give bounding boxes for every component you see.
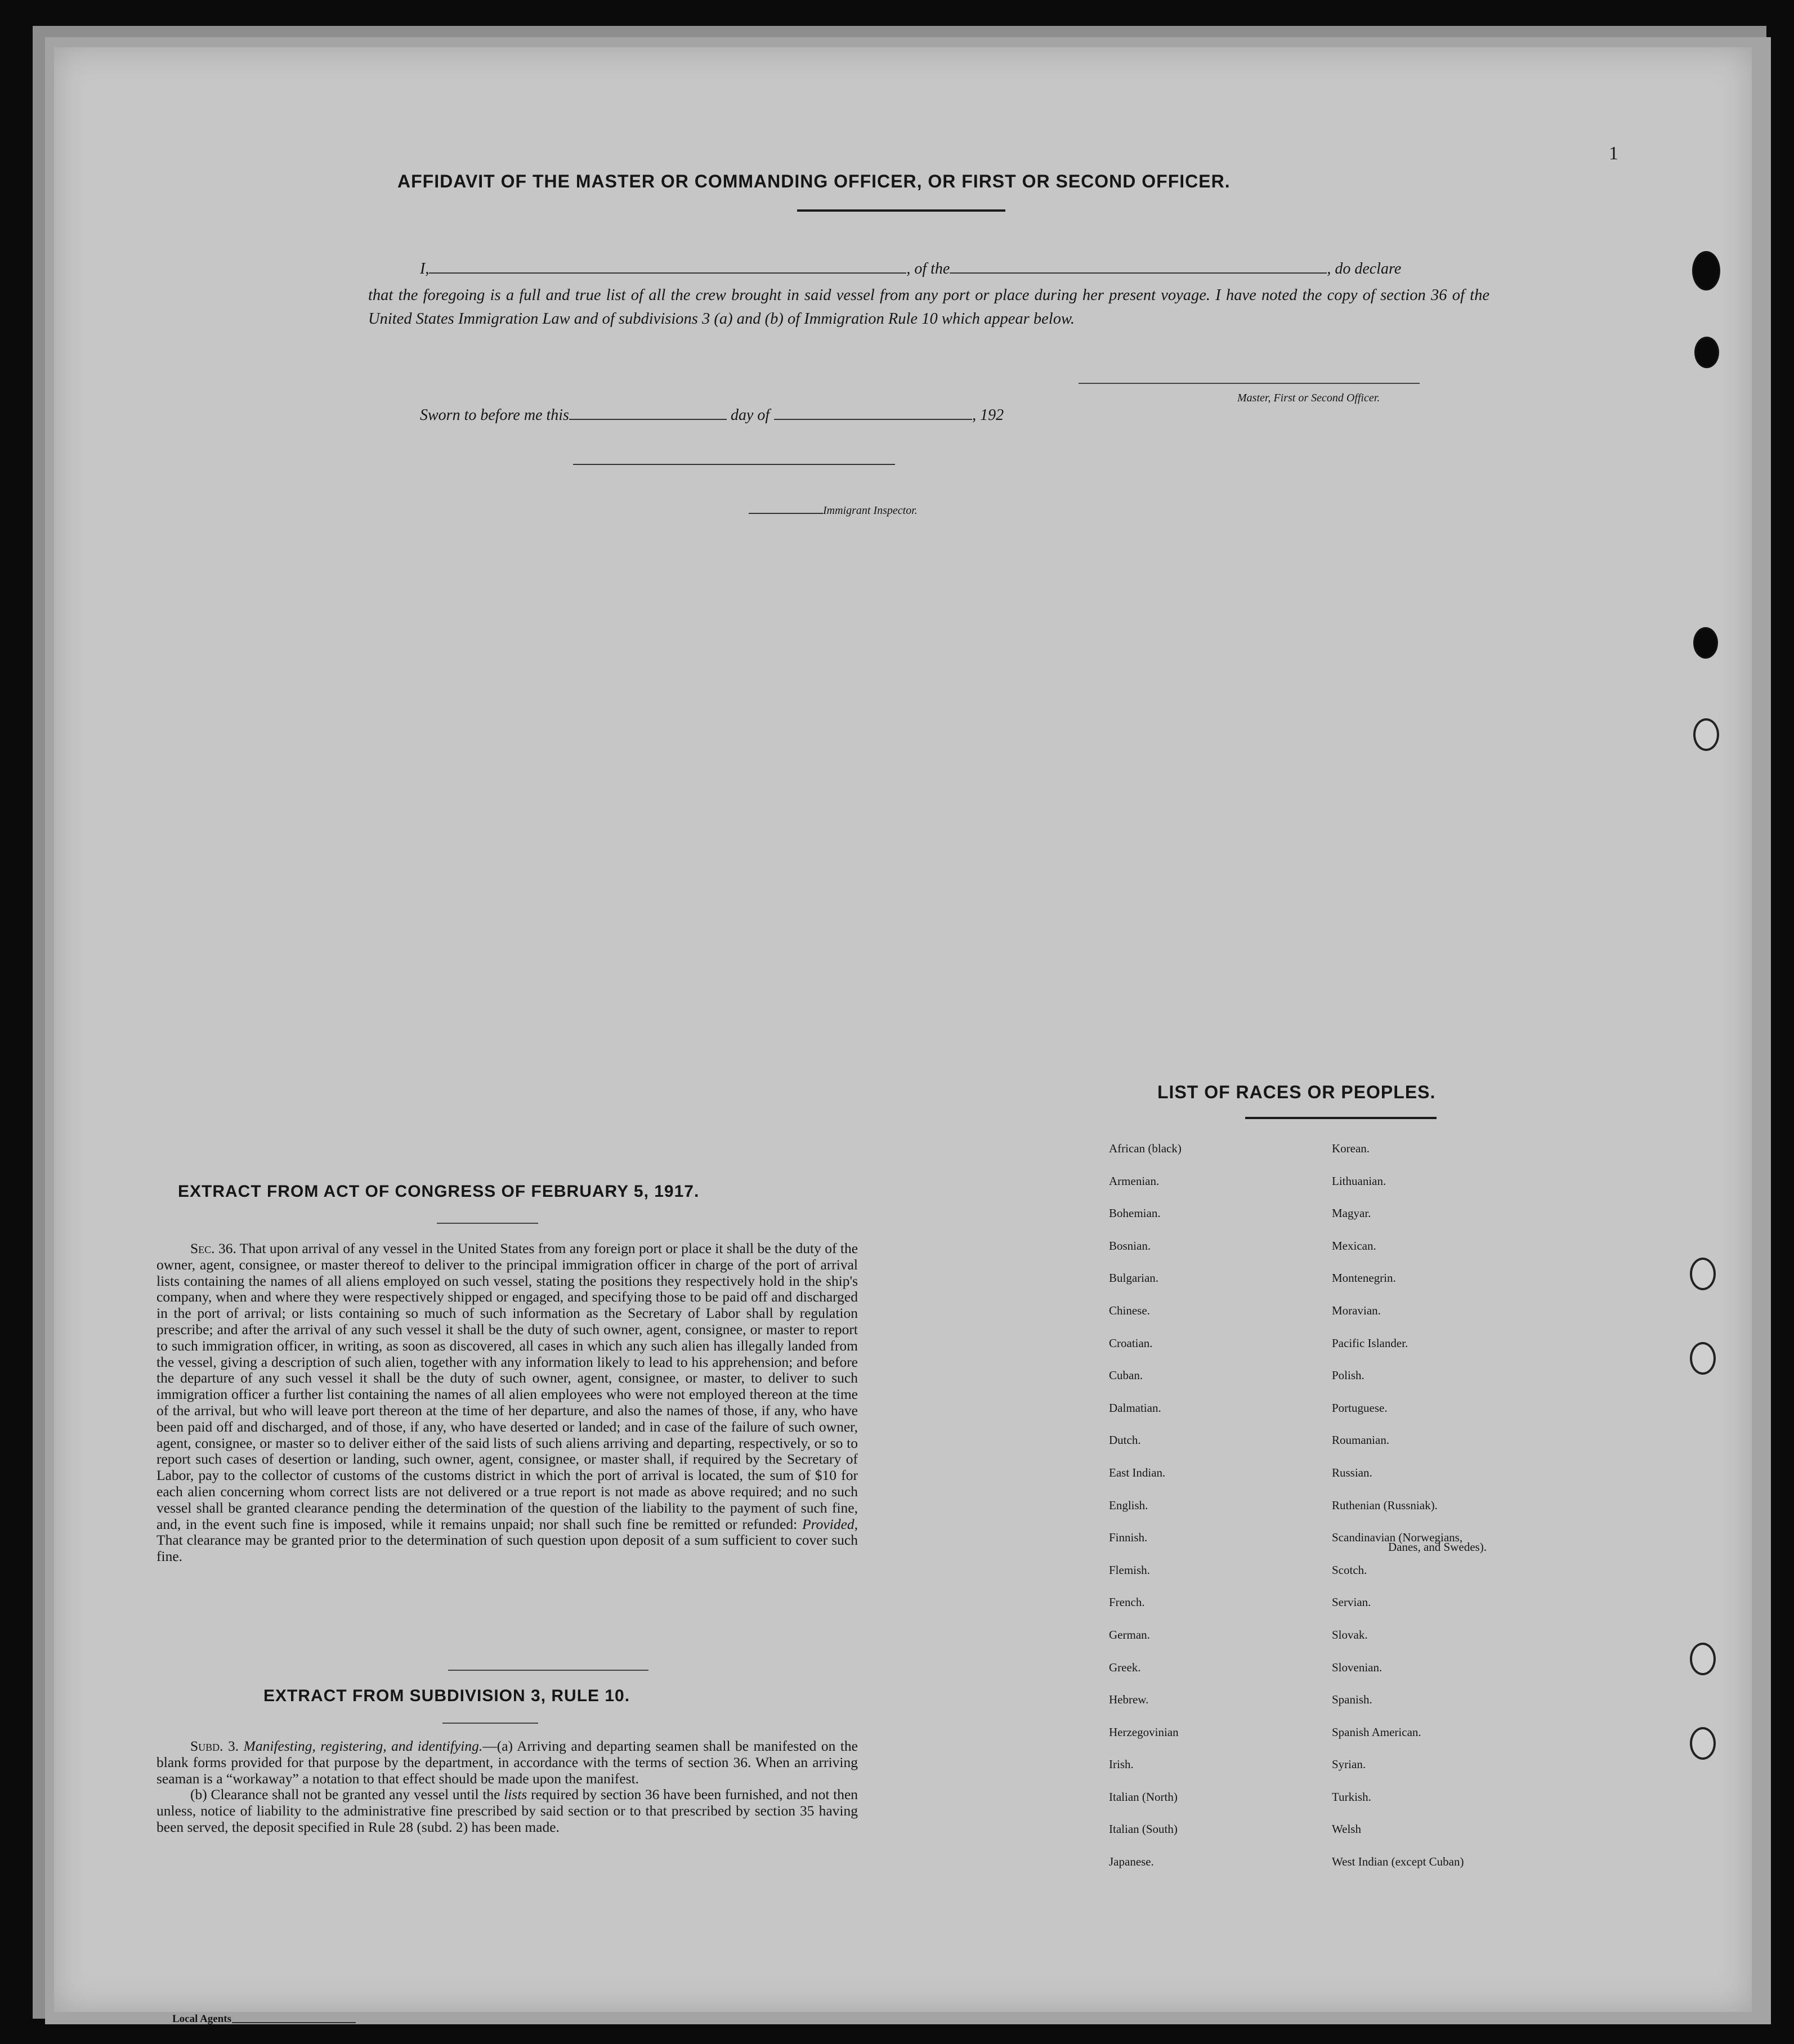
para-b-text bbox=[156, 1787, 858, 1835]
race-item: Montenegrin. bbox=[1332, 1271, 1396, 1285]
inspector-signature-line bbox=[573, 464, 895, 465]
title-rule bbox=[797, 209, 1005, 212]
races-scandinavian-cont: Danes, and Swedes). bbox=[1388, 1540, 1487, 1554]
section-label: Sec. 36. bbox=[190, 1240, 236, 1256]
name-blank bbox=[429, 272, 906, 274]
sworn-label: Sworn to before me this bbox=[420, 406, 569, 424]
race-item: Syrian. bbox=[1332, 1757, 1366, 1772]
binder-ring-icon bbox=[1690, 1727, 1716, 1760]
i-label: I, bbox=[420, 260, 430, 278]
race-item: Turkish. bbox=[1332, 1790, 1371, 1804]
inspector-line bbox=[749, 504, 918, 517]
affidavit-title: AFFIDAVIT OF THE MASTER OR COMMANDING OFFICER, OR FIRST OR SECOND OFFICER. bbox=[397, 171, 1231, 191]
race-item: Polish. bbox=[1332, 1368, 1364, 1383]
race-item: Herzegovinian bbox=[1109, 1725, 1179, 1739]
race-item: Chinese. bbox=[1109, 1303, 1150, 1317]
subd-3-text bbox=[156, 1738, 858, 1787]
race-item: Mexican. bbox=[1332, 1238, 1376, 1253]
extract-rule-rule bbox=[442, 1723, 538, 1724]
para-b-lists: lists bbox=[504, 1786, 527, 1803]
page-number: 1 bbox=[1609, 143, 1618, 164]
race-item: Dalmatian. bbox=[1109, 1401, 1161, 1415]
subd-label: Subd. 3. bbox=[190, 1738, 239, 1754]
inspector-label: Immigrant Inspector. bbox=[823, 504, 918, 517]
binder-hole-icon bbox=[1694, 337, 1719, 368]
race-item: East Indian. bbox=[1109, 1465, 1166, 1479]
signature-label: Master, First or Second Officer. bbox=[1237, 392, 1380, 404]
local-agents-label: Local Agents bbox=[172, 2013, 232, 2025]
affidavit-body-block bbox=[368, 284, 1489, 331]
race-item: Servian. bbox=[1332, 1595, 1371, 1609]
race-item: Moravian. bbox=[1332, 1303, 1381, 1317]
race-item: Portuguese. bbox=[1332, 1401, 1388, 1415]
extract-rule-text-block bbox=[156, 1738, 858, 1836]
race-item: Armenian. bbox=[1109, 1174, 1160, 1188]
section-36-text bbox=[156, 1241, 858, 1565]
binder-ring-icon bbox=[1690, 1258, 1716, 1290]
para-b-label: (b) bbox=[190, 1786, 207, 1803]
binder-ring-icon bbox=[1690, 1342, 1716, 1375]
race-item: West Indian (except Cuban) bbox=[1332, 1855, 1464, 1869]
race-item: Finnish. bbox=[1109, 1531, 1148, 1545]
race-item: English. bbox=[1109, 1498, 1148, 1512]
race-item: African (black) bbox=[1109, 1142, 1182, 1155]
do-declare-label: , do declare bbox=[1327, 260, 1402, 278]
race-item: Welsh bbox=[1332, 1822, 1361, 1836]
month-blank bbox=[774, 418, 972, 420]
race-item: Greek. bbox=[1109, 1660, 1141, 1674]
affidavit-body: that the foregoing is a full and true list of all the crew brought in said vessel from any port or place during her present voyage. I have noted the copy of section 36 of the United States Immigration Law and of subdivisions 3 (a) and (b) of Immigration Rule 10 which appear below. bbox=[368, 287, 1489, 328]
para-b-post: required by section 36 have been furnished, and not then unless, notice of liability to the administrative fine prescribed by said section or to that prescribed by section 35 having been served, the deposit specified in Rule 28 (subd. 2) has been made. bbox=[156, 1786, 858, 1835]
race-item: Magyar. bbox=[1332, 1206, 1371, 1220]
para-b-pre: Clearance shall not be granted any vessel until the bbox=[211, 1786, 500, 1803]
race-item: Roumanian. bbox=[1332, 1433, 1390, 1447]
race-item: Korean. bbox=[1332, 1142, 1370, 1155]
races-title: LIST OF RACES OR PEOPLES. bbox=[1157, 1082, 1436, 1102]
race-item: Scandinavian (Norwegians, bbox=[1332, 1531, 1463, 1545]
day-blank bbox=[569, 418, 727, 420]
race-item: Slovenian. bbox=[1332, 1660, 1383, 1674]
binder-ring-icon bbox=[1690, 1643, 1716, 1675]
document-page bbox=[54, 47, 1752, 2025]
affidavit-declaration-line bbox=[420, 260, 1401, 278]
race-item: Italian (South) bbox=[1109, 1822, 1178, 1836]
race-item: German. bbox=[1109, 1627, 1150, 1642]
race-item: Spanish. bbox=[1332, 1693, 1372, 1707]
race-item: Russian. bbox=[1332, 1465, 1372, 1479]
race-item: French. bbox=[1109, 1595, 1145, 1609]
vessel-blank bbox=[950, 272, 1327, 274]
race-item: Slovak. bbox=[1332, 1627, 1368, 1642]
race-item: Bohemian. bbox=[1109, 1206, 1161, 1220]
of-the-label: , of the bbox=[906, 260, 950, 278]
races-right-column bbox=[1332, 1133, 1464, 1878]
para-a: —(a) Arriving and departing seamen shall be manifested on the blank forms provided for that purpose by the department, in accordance with the terms of section 36. When an arriving seaman is a “workaway” a notation to that effect should be made upon the manifest. bbox=[156, 1738, 858, 1787]
race-item: Italian (North) bbox=[1109, 1790, 1178, 1804]
extract-act-text-block bbox=[156, 1241, 858, 1565]
race-item: Irish. bbox=[1109, 1757, 1134, 1772]
extract-act-title: EXTRACT FROM ACT OF CONGRESS OF FEBRUARY 5, 1917. bbox=[178, 1182, 700, 1201]
race-item: Ruthenian (Russniak). bbox=[1332, 1498, 1438, 1512]
subd-heading: Manifesting, registering, and identifying. bbox=[243, 1738, 483, 1754]
races-left-column bbox=[1109, 1133, 1182, 1878]
inspector-blank bbox=[749, 512, 823, 514]
race-item: Cuban. bbox=[1109, 1368, 1143, 1383]
day-of-label: day of bbox=[730, 406, 770, 424]
race-item: Bulgarian. bbox=[1109, 1271, 1159, 1285]
year-label: , 192 bbox=[972, 406, 1004, 424]
race-item: Hebrew. bbox=[1109, 1693, 1149, 1707]
race-item: Bosnian. bbox=[1109, 1238, 1151, 1253]
provided-body: That clearance may be granted prior to the determination of such question upon deposit of a sum sufficient to cover such fine. bbox=[156, 1532, 858, 1565]
extract-divider bbox=[448, 1670, 648, 1671]
binder-hole-icon bbox=[1693, 627, 1718, 659]
races-rule bbox=[1245, 1117, 1437, 1119]
signature-line bbox=[1079, 383, 1420, 384]
sworn-line bbox=[420, 406, 1004, 424]
race-item: Flemish. bbox=[1109, 1563, 1150, 1577]
race-item: Japanese. bbox=[1109, 1855, 1154, 1869]
extract-rule-title: EXTRACT FROM SUBDIVISION 3, RULE 10. bbox=[263, 1687, 630, 1705]
extract-act-rule bbox=[437, 1223, 538, 1224]
race-item: Pacific Islander. bbox=[1332, 1336, 1408, 1350]
race-item: Lithuanian. bbox=[1332, 1174, 1386, 1188]
binder-ring-icon bbox=[1693, 718, 1719, 751]
race-item: Scotch. bbox=[1332, 1563, 1367, 1577]
local-agents-line bbox=[232, 2022, 356, 2023]
race-item: Dutch. bbox=[1109, 1433, 1141, 1447]
race-item: Croatian. bbox=[1109, 1336, 1153, 1350]
binder-hole-icon bbox=[1692, 251, 1720, 290]
race-item: Spanish American. bbox=[1332, 1725, 1421, 1739]
section-36-body: That upon arrival of any vessel in the United States from any foreign port or place it shall be the duty of the owner, agent, consignee, or master thereof to deliver to the principal immigration officer in charge of the port of arrival lists containing the names of all aliens employed on such vessel, stating the positions they respectively hold in the ship's company, when and where they were respectively shipped or engaged, and specifying those to be paid off and discharged in the port of arrival; or lists containing so much of such information as the Secretary of Labor shall by regulation prescribe; and after the arrival of any such vessel it shall be the duty of such owner, agent, consignee, or master to report to such immigration officer, in writing, as soon as discovered, all cases in which any such alien has illegally landed from the vessel, giving a description of such alien, together with any information likely to lead to his apprehension; and before the departure of any such vessel it shall be the duty of such owner, agent, consignee, or master, to deliver to such immigration officer a further list containing the names of all alien employees who were not employed thereon at the time of the arrival, but who will leave port thereon at the time of her departure, and also the names of those, if any, who have been paid off and discharged, and of those, if any, who have deserted or landed; and in case of the failure of such owner, agent, consignee, or master so to deliver either of the said lists of such aliens arriving and departing, respectively, or so to report such cases of desertion or landing, such owner, agent, consignee, or master shall, if required by the Secretary of Labor, pay to the collector of customs of the customs district in which the port of arrival is located, the sum of $10 for each alien concerning whom correct lists are not delivered or a true report is not made as above required; and no such vessel shall be granted clearance pending the determination of the question of the liability to the payment of such fine, and, in the event such fine is imposed, while it remains unpaid; nor shall such fine be remitted or refunded: bbox=[156, 1240, 858, 1532]
provided-label: Provided, bbox=[802, 1515, 858, 1532]
